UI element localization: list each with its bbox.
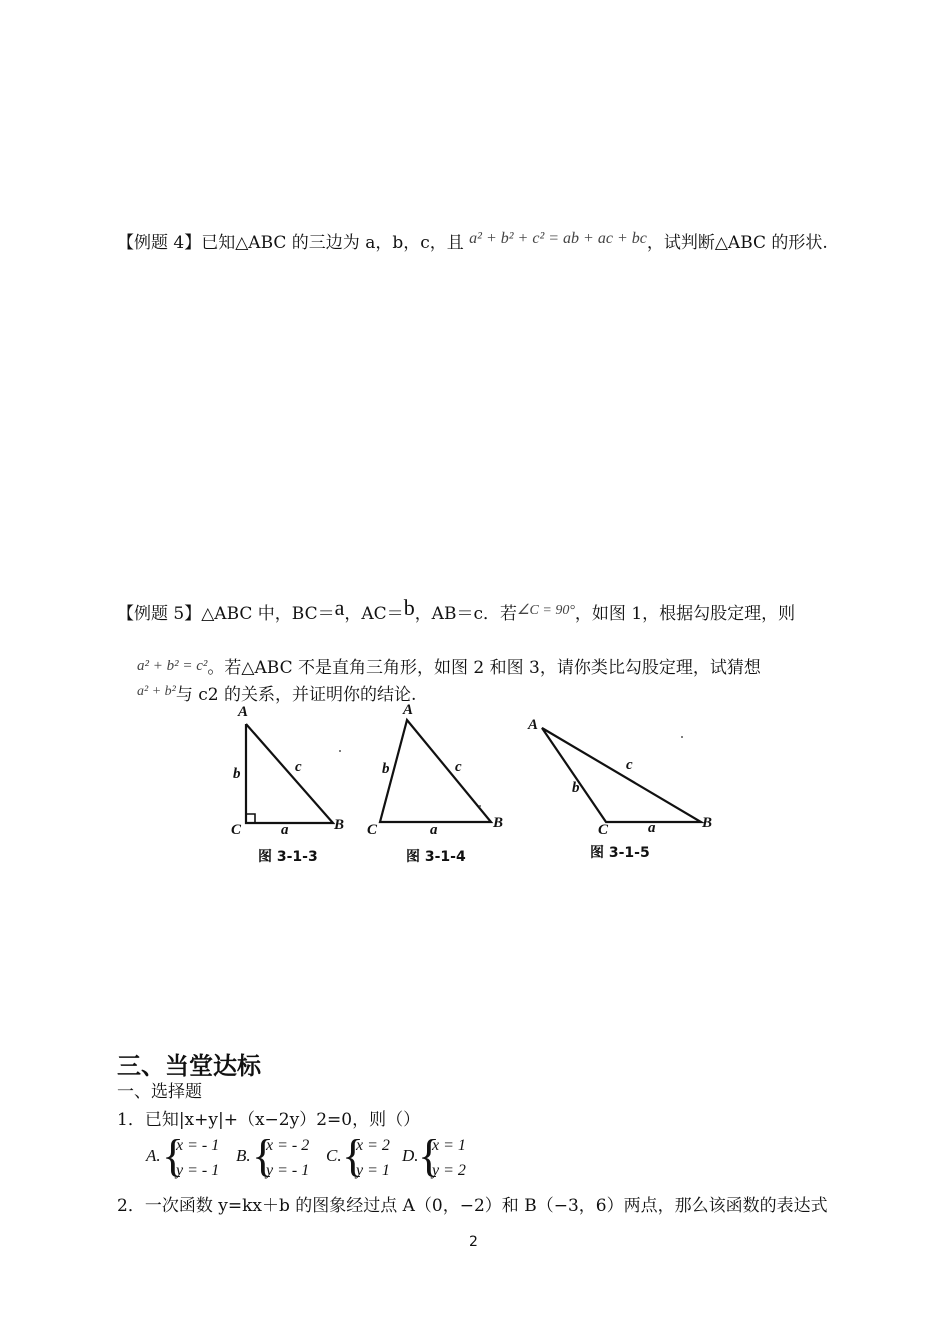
- option-D-letter: D.: [402, 1146, 419, 1165]
- example5-text-3: 与 c2 的关系，并证明你的结论.: [175, 685, 417, 705]
- speck: [479, 805, 481, 807]
- question-1-text: 1．已知|x+y|+（x−2y）2=0，则（）: [117, 1110, 421, 1130]
- fig2-label-C: C: [367, 822, 378, 838]
- example5-text-1a: △ABC 中，BC＝: [201, 604, 335, 624]
- fig2-label-a: a: [430, 822, 438, 838]
- speck: [681, 736, 683, 738]
- example4-label: 【例题 4】: [117, 233, 202, 253]
- fig2-caption: 图 3-1-4: [406, 849, 466, 865]
- example5-var-b: b: [403, 595, 415, 620]
- example5-var-a: a: [334, 595, 345, 620]
- figure-3-1-4-triangle: [380, 720, 491, 822]
- example5-text-2: 。若△ABC 不是直角三角形，如图 2 和图 3，请你类比勾股定理，试猜想: [207, 658, 761, 678]
- fig1-label-b: b: [233, 766, 241, 782]
- example4-text-before: 已知△ABC 的三边为 a，b，c，且: [201, 233, 464, 253]
- example5-eq1: a² + b² = c²: [137, 658, 208, 674]
- fig3-label-c: c: [626, 757, 633, 773]
- fig3-label-a: a: [648, 820, 656, 836]
- option-B-brace: {: [252, 1130, 275, 1181]
- fig3-label-b: b: [572, 780, 580, 796]
- option-D-brace: {: [418, 1130, 441, 1181]
- example5-label: 【例题 5】: [117, 604, 202, 624]
- example5-text-1d: ，如图 1，根据勾股定理，则: [574, 604, 796, 624]
- right-triangle-outline: [246, 724, 333, 823]
- option-A-letter: A.: [146, 1146, 161, 1165]
- fig3-label-A: A: [528, 717, 539, 733]
- example5-eq2: a² + b²: [137, 684, 176, 699]
- fig3-label-C: C: [598, 822, 609, 838]
- fig1-label-B: B: [334, 817, 345, 833]
- option-C-brace: {: [342, 1130, 365, 1181]
- example5-text-1b: ，AC＝: [344, 604, 404, 624]
- option-C-letter: C.: [326, 1146, 342, 1165]
- option-D-eq1: x = 1: [432, 1137, 466, 1154]
- fig2-label-c: c: [455, 759, 462, 775]
- fig2-label-b: b: [382, 761, 390, 777]
- fig1-label-A: A: [238, 704, 249, 720]
- option-B-eq2: y = - 1: [266, 1162, 310, 1179]
- option-A-eq2: y = - 1: [176, 1162, 220, 1179]
- page-number: 2: [469, 1234, 478, 1250]
- fig2-label-B: B: [493, 815, 504, 831]
- section3-title: 三、当堂达标: [117, 1052, 261, 1080]
- fig1-label-a: a: [281, 822, 289, 838]
- fig3-label-B: B: [702, 815, 713, 831]
- option-C-eq1: x = 2: [356, 1137, 390, 1154]
- fig1-caption: 图 3-1-3: [258, 849, 318, 865]
- option-C-eq2: y = 1: [356, 1162, 390, 1179]
- section3-subsection: 一、选择题: [117, 1082, 202, 1102]
- example4-equation: a² + b² + c² = ab + ac + bc: [469, 230, 647, 247]
- question-2-text: 2．一次函数 y=kx＋b 的图象经过点 A（0，−2）和 B（−3，6）两点，那么该函数的表达式: [117, 1196, 828, 1216]
- option-D-eq2: y = 2: [432, 1162, 466, 1179]
- fig1-label-c: c: [295, 759, 302, 775]
- option-A-eq1: x = - 1: [176, 1137, 220, 1154]
- obtuse-triangle-outline: [542, 728, 701, 822]
- speck: [339, 750, 341, 752]
- option-B-letter: B.: [236, 1146, 251, 1165]
- option-A-brace: {: [162, 1130, 185, 1181]
- acute-triangle-outline: [380, 720, 491, 822]
- example5-text-1c: ，AB＝c．若: [414, 604, 517, 624]
- figure-3-1-3-triangle: [246, 724, 333, 823]
- example4-text-after: ，试判断△ABC 的形状.: [646, 233, 828, 253]
- fig3-caption: 图 3-1-5: [590, 845, 650, 861]
- figure-3-1-5-triangle: [542, 728, 701, 822]
- fig2-label-A: A: [403, 702, 414, 718]
- option-B-eq1: x = - 2: [266, 1137, 310, 1154]
- example5-angle: ∠C = 90°: [516, 603, 575, 618]
- right-angle-mark: [246, 814, 255, 823]
- fig1-label-C: C: [231, 822, 242, 838]
